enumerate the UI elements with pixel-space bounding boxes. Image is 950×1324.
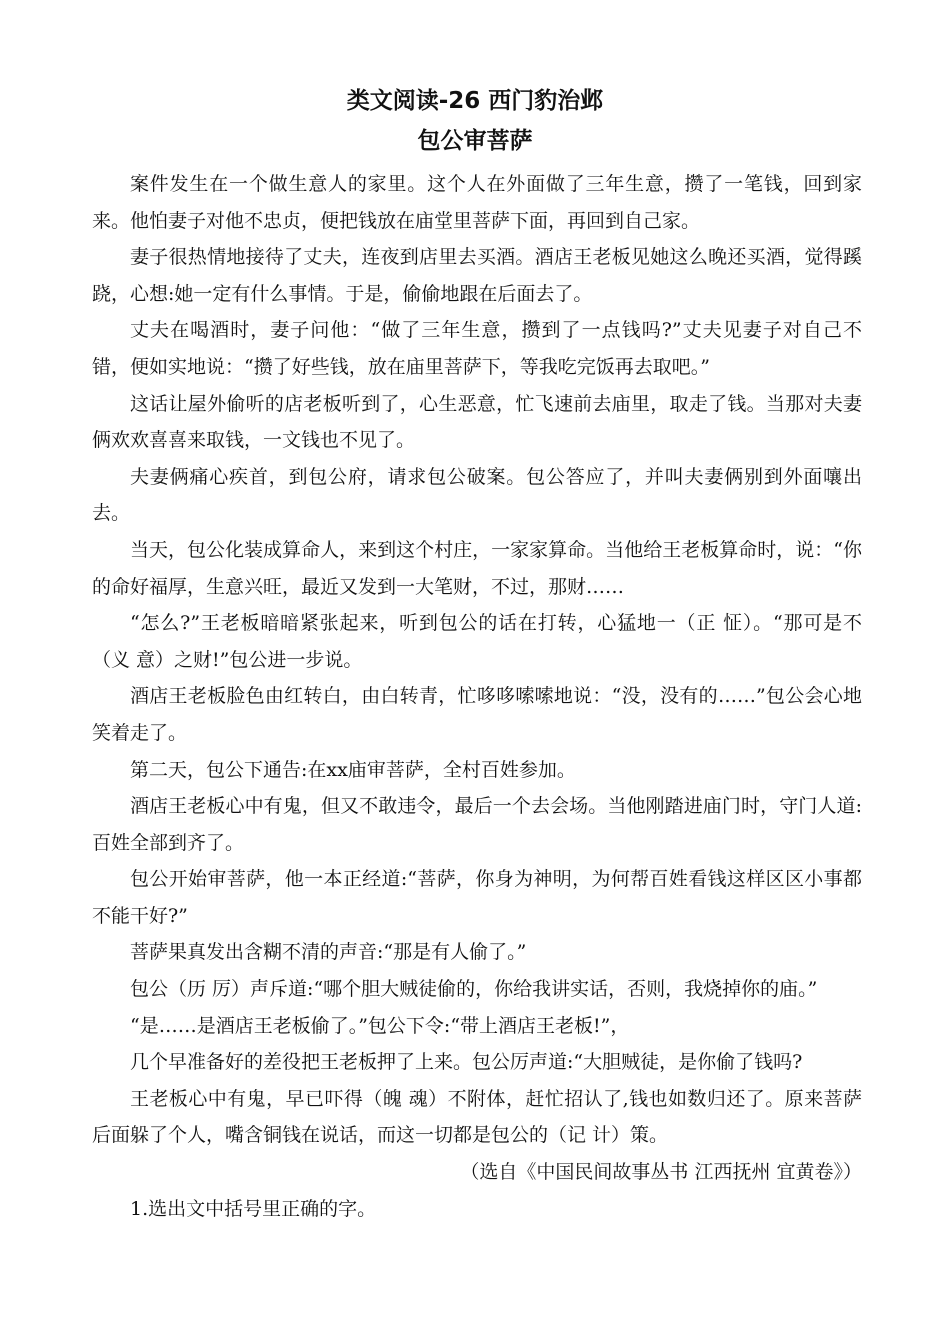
paragraph: 第二天，包公下通告:在xx庙审菩萨，全村百姓参加。 xyxy=(130,758,576,781)
paragraph: 夫妻俩痛心疾首，到包公府，请求包公破案。包公答应了，并叫夫妻俩别到外面嚷出去。 xyxy=(92,465,862,525)
paragraph: 当天，包公化装成算命人，来到这个村庄，一家家算命。当他给王老板算命时，说：“你的命好福厚，生意兴旺，最近又发到一大笔财，不过，那财…… xyxy=(92,538,862,598)
question: 1.选出文中括号里正确的字。 xyxy=(130,1197,377,1220)
paragraph: 菩萨果真发出含糊不清的声音:“那是有人偷了。” xyxy=(130,941,527,964)
paragraph: “是……是酒店王老板偷了。”包公下令:“带上酒店王老板!”， xyxy=(130,1014,630,1037)
paragraph: 酒店王老板心中有鬼，但又不敢违令，最后一个去会场。当他刚踏进庙门时，守门人道:百姓全部到齐了。 xyxy=(92,795,862,854)
paragraph: “怎么?”王老板暗暗紧张起来，听到包公的话在打转，心猛地一（正 怔）。“那可是不（义 意）之财!”包公进一步说。 xyxy=(92,612,862,671)
source-citation: （选自《中国民间故事丛书 江西抚州 宜黄卷》） xyxy=(460,1161,862,1184)
paragraph: 案件发生在一个做生意人的家里。这个人在外面做了三年生意，攒了一笔钱，回到家来。他怕妻子对他不忠贞，便把钱放在庙堂里菩萨下面，再回到自己家。 xyxy=(92,173,862,232)
paragraph: 王老板心中有鬼，早已吓得（魄 魂）不附体，赶忙招认了,钱也如数归还了。原来菩萨后面躲了个人，嘴含铜钱在说话，而这一切都是包公的（记 计）策。 xyxy=(92,1087,862,1147)
paragraph: 几个早准备好的差役把王老板押了上来。包公厉声道:“大胆贼徒，是你偷了钱吗? xyxy=(130,1051,803,1074)
paragraph: 酒店王老板脸色由红转白，由白转青，忙哆哆嗦嗦地说：“没，没有的……”包公会心地笑着走了。 xyxy=(92,685,862,744)
paragraph: 包公（历 厉）声斥道:“哪个胆大贼徒偷的，你给我讲实话，否则，我烧掉你的庙。” xyxy=(130,978,818,1001)
story-title: 包公审菩萨 xyxy=(417,128,533,154)
paragraph: 丈夫在喝酒时，妻子问他：“做了三年生意，攒到了一点钱吗?”丈夫见妻子对自己不错，便如实地说：“攒了好些钱，放在庙里菩萨下，等我吃完饭再去取吧。” xyxy=(92,319,862,378)
paragraph: 这话让屋外偷听的店老板听到了，心生恶意，忙飞速前去庙里，取走了钱。当那对夫妻俩欢欢喜喜来取钱，一文钱也不见了。 xyxy=(92,392,862,452)
story-body xyxy=(92,166,862,1227)
paragraph: 包公开始审菩萨，他一本正经道:“菩萨，你身为神明，为何帮百姓看钱这样区区小事都不能干好?” xyxy=(92,868,862,927)
paragraph: 妻子很热情地接待了丈夫，连夜到店里去买酒。酒店王老板见她这么晚还买酒，觉得蹊跷，心想:她一定有什么事情。于是，偷偷地跟在后面去了。 xyxy=(92,246,862,305)
document-title: 类文阅读-26 西门豹治邺 xyxy=(346,88,604,114)
